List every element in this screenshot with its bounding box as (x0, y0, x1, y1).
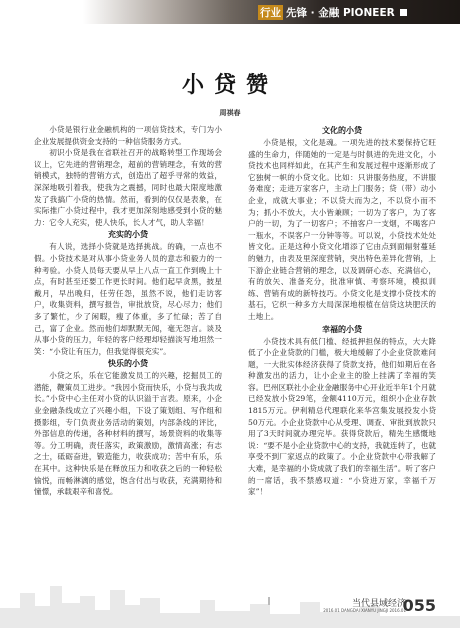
page-header (0, 0, 460, 24)
skyline-background (0, 548, 460, 628)
section-heading: 充实的小贷 (108, 229, 148, 240)
paragraph: 初识小贷是我在省联社召开的战略转型工作现场会议上，它先进的营销理念，超前的营销理念，有效的营销模式，独特的营销方式，创造出了超乎寻常的效益，深深地吸引着我，使我为之震撼，同时也最大限度地激发了我搞广小贷的热情。然而，看到的仅仅是表象，在实际推广小贷过程中，我才更加深刻地感受到小贷的魅力：它令人充实，使人快乐，长人才气，助人幸福！ (34, 148, 222, 227)
section-heading: 幸福的小贷 (322, 323, 362, 334)
magazine-issue: 2016.01 DANGDAI XIANYU JINGJI 2016.01 (323, 608, 406, 613)
right-column (248, 124, 436, 498)
paragraph: 小贷是根，文化是魂。一项先进的技术要保持它旺盛的生命力，伴随她的一定是与时俱进的先进文化，小贷技术也同样如此，在其产生和发展过程中逐渐形成了它独树一帜的小贷文化。比如：只讲服务热度，不讲服务难度；走进万家客户，主动上门服务；贷（带）动小企业，成就大事业；不以贷大而为之，不以贷小而不为；抓小不放大，大小皆兼顾；一切为了客户，为了客户的一切，为了一切客户；不抽客户一支烟，不喝客户一瓶水，不误客户一分钟等等。可以说，小贷技术处处皆文化。正是这种小贷文化增添了它由点到面辐射蔓延的魅力，由表及里深度营销，突出特色差异化营销，上下游企业链合营销的理念，以及调研心态、充满信心，有的放矢、准备充分，批准审慎、考察环境，模拟训练、营销有成的新特技巧。小贷文化是支撑小贷技术的基石，它织一种多方大局深深地根植在信贷这块肥沃的土地上。 (248, 138, 436, 321)
page-number: 055 (402, 596, 436, 615)
page-divider-mark (268, 597, 270, 605)
section-heading: 快乐的小贷 (108, 358, 148, 369)
square-icon (400, 9, 407, 16)
section-tag-box: 行业 (260, 6, 281, 19)
page-footer (323, 594, 436, 616)
paragraph: 小贷之乐，乐在它能激发员工的兴趣，挖掘员工的潜能，鞭策员工进步。“我因小贷而快乐，小贷与我共成长。”小贷中心主任对小贷的认识溢于言表。原来，小企业金融条线成立了兴趣小组，下设了策划组、写作组和摄影组，专门负责业务活动的策划，内部条线的评比，外部信息的传递，各种材料的撰写，场景资料的收集等等。分工明确，责任落实，政策激励，激情高涨；有志之士，砥砺奋进，锻造能力，收获成功；苦中有乐，乐在其中。这种快乐是在释放压力和收获之后的一种轻松愉悦，而畅淋漓的感觉，饱含付出与收获，充满期待和憧憬，承载艰辛和喜悦。 (34, 371, 222, 497)
paragraph: 小贷是银行业金融机构的一项信贷技术，专门为小企业发展提供资金支持的一种信贷服务方式。 (34, 125, 222, 146)
paragraph: 小贷技术具有低门槛、经抵押担保的特点，大大降低了小企业贷款的门槛，极大地缓解了小企业贷款难问题，一大批实体经济获得了贷款支持，他们如期后在各种激发出的活力，让小企业主的脸上挂满了幸福的笑容。巴州区联社小企业金融服务中心开业近半年1个月就已经发放小贷29笔，金额4110万元，组织小企业存款1815万元。伊利精总代理联化来华宫集发展投发小贷50万元。小企业贷款中心从受理、调查、审批到放款只用了3天时间就办理完毕。获得贷款后，精先生感慨地说：“要不是小企业贷款中心的支持，我就连转了，也就享受不到厂家返点的政策了。小企业贷款中心带我解了大难，是幸福的小贷成就了我们的幸福生活”。听了客户的一席话，我不禁感叹道：“小贷进万家，幸福千万家”！ (248, 336, 436, 497)
magazine-name: 当代县域经济 (351, 599, 406, 609)
article-title: 小贷赞 (181, 72, 278, 98)
paragraph: 有人说，选择小贷就是选择挑战。的确，一点也不假。小贷技术是对从事小贷业务人员的意志和毅力的一种考验。小贷人员每天要从早上八点一直工作到晚上十点，有时甚至还要工作更长时间。他们起早贪黑，披星戴月，早出晚归，任劳任怨，虽然不说，他们走访客户，收集资料，撰写报告，审批放贷，尽心尽力；他们多了繁忙，少了闲暇，瘦了体重，多了忙碌；苦了自己，富了企业。然而他们却默默无闻，毫无怨言。谈及从事小贷的压力，年轻的客户经理却轻描淡写地坦然一笑：“小贷让有压力，但我觉得很充实”。 (34, 242, 222, 356)
section-tag-text: 先锋 · 金融 PIONEER (286, 6, 395, 19)
section-heading: 文化的小贷 (322, 125, 362, 135)
article-author: 周祺春 (219, 108, 241, 117)
left-column (34, 124, 222, 498)
section-tag (258, 5, 407, 19)
